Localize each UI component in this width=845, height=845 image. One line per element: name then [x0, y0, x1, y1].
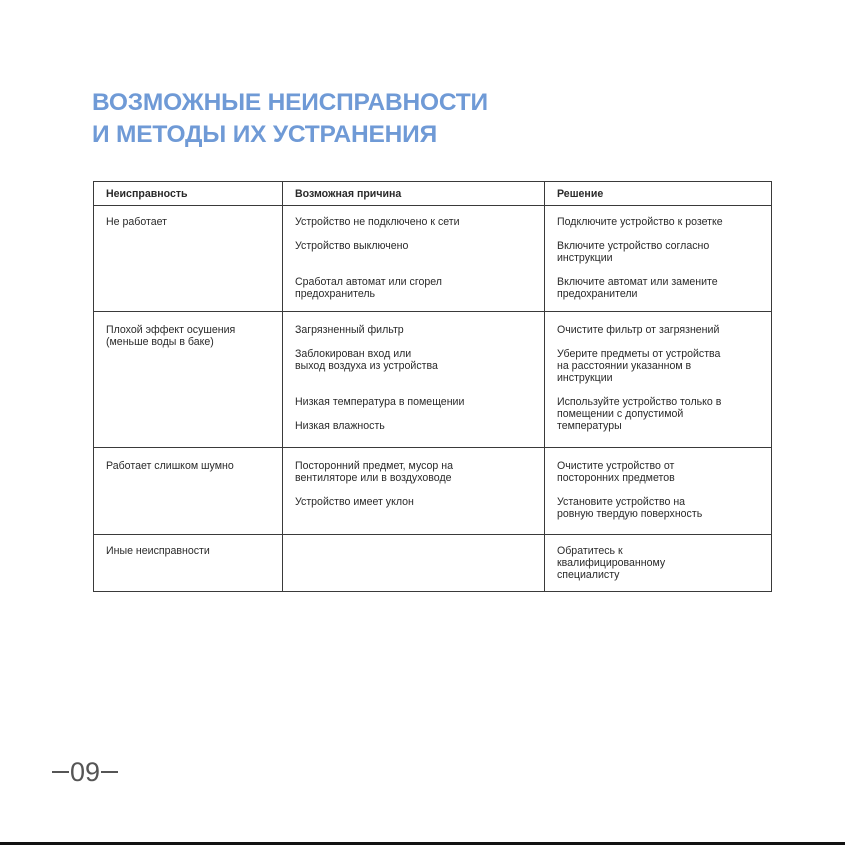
- table-row: [94, 312, 772, 448]
- cause-block: [295, 240, 538, 252]
- solution-line: Включите автомат или замените: [557, 276, 718, 288]
- cause-line: выход воздуха из устройства: [295, 360, 438, 372]
- cause-line: Заблокирован вход или: [295, 348, 412, 360]
- solution-line: предохранители: [557, 288, 638, 300]
- solution-line: Установите устройство на: [557, 496, 686, 508]
- page-number-dash-right: [101, 771, 118, 773]
- solution-cell: [545, 206, 772, 312]
- cause-block: [295, 276, 538, 300]
- cause-line: вентиляторе или в воздуховоде: [295, 472, 452, 484]
- page-title: [92, 87, 488, 151]
- fault-cell: [94, 312, 283, 448]
- solution-line: помещении с допустимой: [557, 408, 684, 420]
- solution-line: ровную твердую поверхность: [557, 508, 703, 520]
- cause-cell: [283, 535, 545, 592]
- cause-cell: [283, 312, 545, 448]
- solution-block: [557, 545, 765, 581]
- page-number-dash-left: [52, 771, 69, 773]
- solution-block: [557, 396, 765, 432]
- cause-block: [295, 348, 538, 372]
- solution-line: Используйте устройство только в: [557, 396, 722, 408]
- fault-line: Иные неисправности: [106, 545, 210, 557]
- solution-line: инструкции: [557, 252, 613, 264]
- header-solution: Решение: [545, 182, 772, 206]
- cause-line: Загрязненный фильтр: [295, 324, 404, 336]
- table-row: [94, 206, 772, 312]
- cause-block: [295, 396, 538, 408]
- solution-line: на расстоянии указанном в: [557, 360, 692, 372]
- solution-line: Уберите предметы от устройства: [557, 348, 721, 360]
- cause-block: [295, 460, 538, 484]
- solution-line: Очистите фильтр от загрязнений: [557, 324, 720, 336]
- solution-line: специалисту: [557, 569, 620, 581]
- cause-cell: [283, 206, 545, 312]
- cause-block: [295, 420, 538, 432]
- cause-line: Сработал автомат или сгорел: [295, 276, 442, 288]
- solution-cell: [545, 535, 772, 592]
- solution-block: [557, 276, 765, 300]
- solution-line: посторонних предметов: [557, 472, 675, 484]
- solution-block: [557, 240, 765, 264]
- cause-line: Устройство не подключено к сети: [295, 216, 460, 228]
- cause-line: Устройство выключено: [295, 240, 409, 252]
- cause-block: [295, 496, 538, 508]
- solution-cell: [545, 448, 772, 535]
- cause-line: предохранитель: [295, 288, 376, 300]
- fault-line: Работает слишком шумно: [106, 460, 234, 472]
- table-row: [94, 535, 772, 592]
- page-number-value: 09: [70, 757, 101, 787]
- solution-block: [557, 348, 765, 384]
- solution-line: Обратитесь к: [557, 545, 623, 557]
- header-cause: Возможная причина: [283, 182, 545, 206]
- header-fault: Неисправность: [94, 182, 283, 206]
- solution-block: [557, 324, 765, 336]
- fault-line: Не работает: [106, 216, 168, 228]
- fault-cell: [94, 535, 283, 592]
- solution-line: Очистите устройство от: [557, 460, 675, 472]
- solution-block: [557, 496, 765, 520]
- table-row: [94, 448, 772, 535]
- cause-line: Низкая влажность: [295, 420, 385, 432]
- troubleshooting-table: [93, 181, 772, 592]
- page-title-line-1: ВОЗМОЖНЫЕ НЕИСПРАВНОСТИ: [92, 89, 488, 116]
- solution-line: инструкции: [557, 372, 613, 384]
- cause-line: Посторонний предмет, мусор на: [295, 460, 454, 472]
- solution-line: квалифицированному: [557, 557, 666, 569]
- cause-block: [295, 216, 538, 228]
- table-header-row: [94, 182, 772, 206]
- page-title-line-2: И МЕТОДЫ ИХ УСТРАНЕНИЯ: [92, 121, 437, 148]
- solution-line: температуры: [557, 420, 622, 432]
- solution-line: Включите устройство согласно: [557, 240, 710, 252]
- solution-block: [557, 216, 765, 228]
- cause-block: [295, 324, 538, 336]
- solution-cell: [545, 312, 772, 448]
- cause-cell: [283, 448, 545, 535]
- solution-line: Подключите устройство к розетке: [557, 216, 723, 228]
- fault-cell: [94, 206, 283, 312]
- fault-cell: [94, 448, 283, 535]
- page-number: [52, 756, 118, 788]
- cause-line: Низкая температура в помещении: [295, 396, 465, 408]
- fault-line: (меньше воды в баке): [106, 336, 214, 348]
- cause-line: Устройство имеет уклон: [295, 496, 414, 508]
- solution-block: [557, 460, 765, 484]
- fault-line: Плохой эффект осушения: [106, 324, 236, 336]
